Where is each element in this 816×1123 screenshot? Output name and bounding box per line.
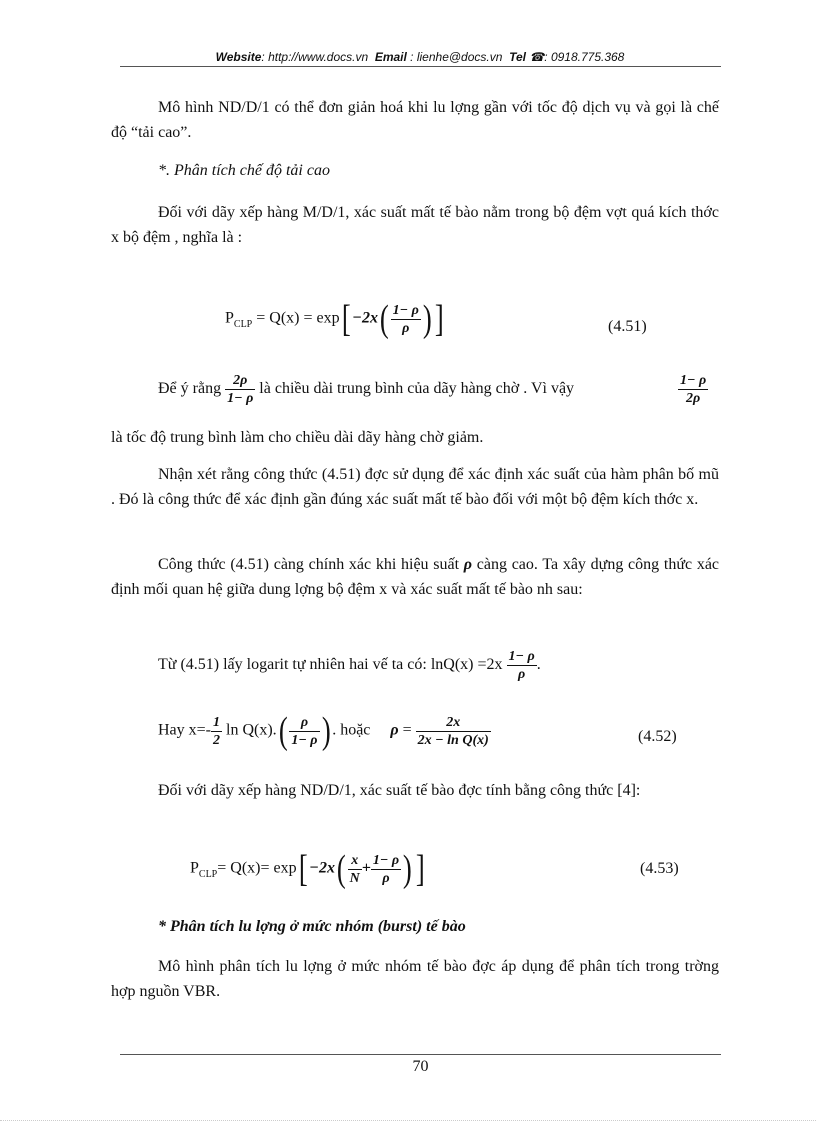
equation-4-52 [158,712,491,750]
eq1-paren-close: ) [422,298,432,340]
section-heading-high-load: *. Phân tích chế độ tải cao [158,162,330,179]
eq2-rho-solution [416,714,491,749]
email-value: : lienhe@docs.vn [410,50,503,64]
eq2-rho-den: 1− ρ [291,732,318,748]
eq2-text-b: ln Q(x). [226,721,277,739]
eq3-plus: + [361,859,371,877]
fraction-1-rho-over-2rho [678,372,708,407]
eq2-rho-fraction [289,714,319,749]
eq2-half-num: 1 [213,714,221,730]
eq1-mid: = Q(x) = exp [252,309,340,327]
eq3-frac-den: ρ [382,870,390,886]
eq3-rho-fraction [371,852,401,887]
p7-text-b: càng cao. Ta xây dựng công thức xác định mối quan hệ giữa dung lợng bộ đệm x và xác suất mất tế bào nh sau: [111,556,720,598]
eq3-paren-close: ) [402,848,412,890]
frac-a-num: 2ρ [225,372,255,390]
equation-4-51 [225,300,446,338]
p7-text-a: Công thức (4.51) càng chính xác khi hiệu suất [158,556,460,573]
eq2-one-half [211,714,222,749]
paragraph-7: Đối với dãy xếp hàng ND/D/1, xác suất tế bào đợc tính bằng công thức [4]: [158,782,641,799]
page-bottom-border [0,1120,816,1121]
p4-text-a: Để ý rằng [158,380,222,398]
paragraph-1: Mô hình ND/D/1 có thể đơn giản hoá khi lu lợng gần với tốc độ dịch vụ và gọi là chế độ “tải cao”. [111,99,719,141]
email-label: Email [374,50,407,64]
eq1-paren-open: ( [379,298,389,340]
eq1-numerator: 1− ρ [392,302,419,318]
header-rule [120,66,721,67]
log-frac-num: 1− ρ [508,649,535,664]
eq1-bracket-open: [ [341,298,351,340]
frac-b-den: 2ρ [685,391,701,406]
tel-label: Tel [509,50,526,64]
website-label: Website [215,50,262,64]
paragraph-5: Nhận xét rằng công thức (4.51) đợc sử dụng để xác định xác suất của hàm phân bố mũ . Đó là công thức để xác định gần đúng xác suất mất tế bào đối với một bộ đệm kích thớc x. [111,466,719,508]
page-number: 70 [412,1058,429,1075]
eq2-text-c: . hoặc [332,721,371,739]
eq1-denominator: ρ [402,320,410,336]
eq2-sol-den: 2x − ln Q(x) [417,732,489,748]
eq3-n: N [349,870,360,886]
eq2-paren-close: ) [321,710,331,752]
p7-rho: ρ [463,556,473,573]
paragraph-3-line [158,372,574,407]
eq2-rho-num: ρ [289,714,319,732]
footer-rule [120,1054,721,1055]
log-equation-line [158,648,541,683]
tel-value: : 0918.775.368 [544,50,625,64]
eq3-x-over-n [348,852,362,887]
eq2-rho: ρ [390,721,399,739]
log-frac-den: ρ [517,667,526,682]
eq-number-4-51: (4.51) [608,318,647,335]
eq3-bracket-close: ] [415,848,425,890]
eq1-minus-2x: −2x [352,309,378,327]
eq3-paren-open: ( [336,848,346,890]
eq-number-4-52: (4.52) [638,728,677,745]
eq3-sub: CLP [198,868,218,880]
eq1-p: P [225,309,234,327]
fraction-2rho-over-1-rho [225,372,255,407]
phone-icon: ☎ [529,50,545,64]
eq-number-4-53: (4.53) [640,860,679,877]
paragraph-2: Đối với dãy xếp hàng M/D/1, xác suất mất tế bào nằm trong bộ đệm vợt quá kích thớc x bộ đệm , nghĩa là : [111,204,719,246]
eq3-x: x [348,852,362,870]
frac-a-den: 1− ρ [227,391,254,406]
page-header [120,50,720,64]
eq2-text-a: Hay x=- [158,721,212,739]
eq3-bracket-open: [ [298,848,308,890]
equation-4-53 [190,850,426,888]
log-fraction [507,648,537,683]
eq3-p: P [190,859,199,877]
eq2-sol-num: 2x [416,714,491,732]
eq1-fraction [391,302,421,337]
eq1-bracket-close: ] [435,298,445,340]
eq3-minus-2x: −2x [309,859,335,877]
eq2-half-den: 2 [213,732,221,748]
p8-text: Từ (4.51) lấy logarit tự nhiên hai vế ta có: lnQ(x) =2x [158,656,503,674]
p4-text-b: là chiều dài trung bình của dãy hàng chờ . Vì vậy [259,380,575,398]
section-heading-burst: * Phân tích lu lợng ở mức nhóm (burst) tế bào [158,918,466,935]
log-period: . [536,656,541,674]
paragraph-8: Mô hình phân tích lu lợng ở mức nhóm tế bào đợc áp dụng để phân tích trong trờng hợp nguồn VBR. [111,958,719,1000]
website-value: : http://www.docs.vn [261,50,369,64]
paragraph-6 [111,552,719,602]
paragraph-4: là tốc độ trung bình làm cho chiều dài dãy hàng chờ giảm. [111,429,484,446]
eq3-frac-num: 1− ρ [372,852,400,868]
eq2-equals: = [402,721,412,739]
frac-b-num: 1− ρ [680,373,707,388]
eq2-paren-open: ( [278,710,288,752]
eq3-mid: = Q(x)= exp [217,859,297,877]
eq1-sub: CLP [233,318,253,330]
